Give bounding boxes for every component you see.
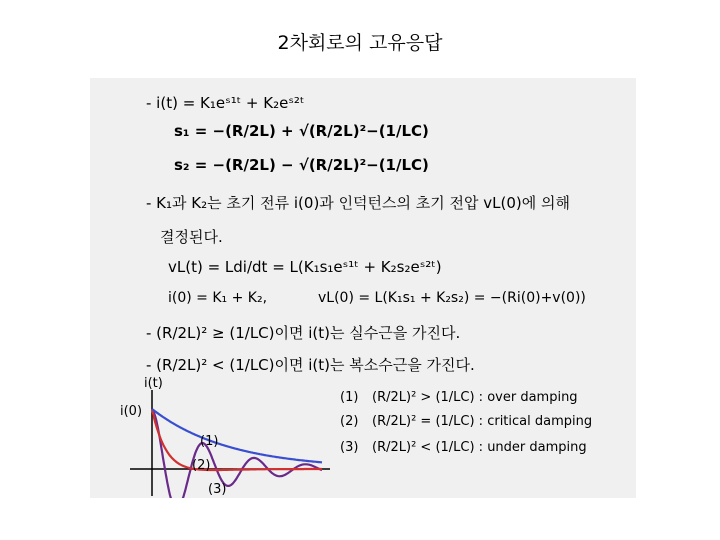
root-s2-equation: s₂ = −(R/2L) − √(R/2L)²−(1/LC) bbox=[174, 156, 429, 174]
initial-value-label: i(0) bbox=[120, 404, 143, 419]
initial-current-equation: i(0) = K₁ + K₂, bbox=[168, 290, 268, 306]
legend-num-2: (2) bbox=[340, 414, 359, 429]
curve-label-1: (1) bbox=[200, 434, 219, 449]
legend-num-3: (3) bbox=[340, 440, 359, 455]
legend-critical-damping: (R/2L)² = (1/LC) : critical damping bbox=[372, 414, 593, 429]
curve-label-3: (3) bbox=[208, 482, 227, 497]
legend-under-damping: (R/2L)² < (1/LC) : under damping bbox=[372, 440, 587, 455]
complex-roots-condition: - (R/2L)² < (1/LC)이면 i(t)는 복소수근을 가진다. bbox=[146, 356, 475, 374]
curve-label-2: (2) bbox=[192, 458, 211, 473]
response-graph bbox=[90, 78, 636, 498]
initial-voltage-equation: vL(0) = L(K₁s₁ + K₂s₂) = −(Ri(0)+v(0)) bbox=[318, 290, 586, 306]
legend-num-1: (1) bbox=[340, 390, 359, 405]
root-s1-equation: s₁ = −(R/2L) + √(R/2L)²−(1/LC) bbox=[174, 122, 429, 140]
initial-condition-text-cont: 결정된다. bbox=[160, 228, 223, 246]
overdamped-curve bbox=[152, 409, 322, 462]
y-axis-label: i(t) bbox=[144, 376, 163, 391]
current-equation: - i(t) = K₁eˢ¹ᵗ + K₂eˢ²ᵗ bbox=[146, 94, 305, 112]
inductor-voltage-equation: vL(t) = Ldi/dt = L(K₁s₁eˢ¹ᵗ + K₂s₂eˢ²ᵗ) bbox=[168, 258, 442, 276]
page-title: 2차회로의 고유응답 bbox=[277, 32, 443, 54]
real-roots-condition: - (R/2L)² ≥ (1/LC)이면 i(t)는 실수근을 가진다. bbox=[146, 324, 461, 342]
underdamped-curve bbox=[152, 409, 322, 498]
legend-over-damping: (R/2L)² > (1/LC) : over damping bbox=[372, 390, 578, 405]
content-panel bbox=[90, 78, 636, 498]
initial-condition-text: - K₁과 K₂는 초기 전류 i(0)과 인덕턴스의 초기 전압 vL(0)에 의해 bbox=[146, 194, 571, 212]
